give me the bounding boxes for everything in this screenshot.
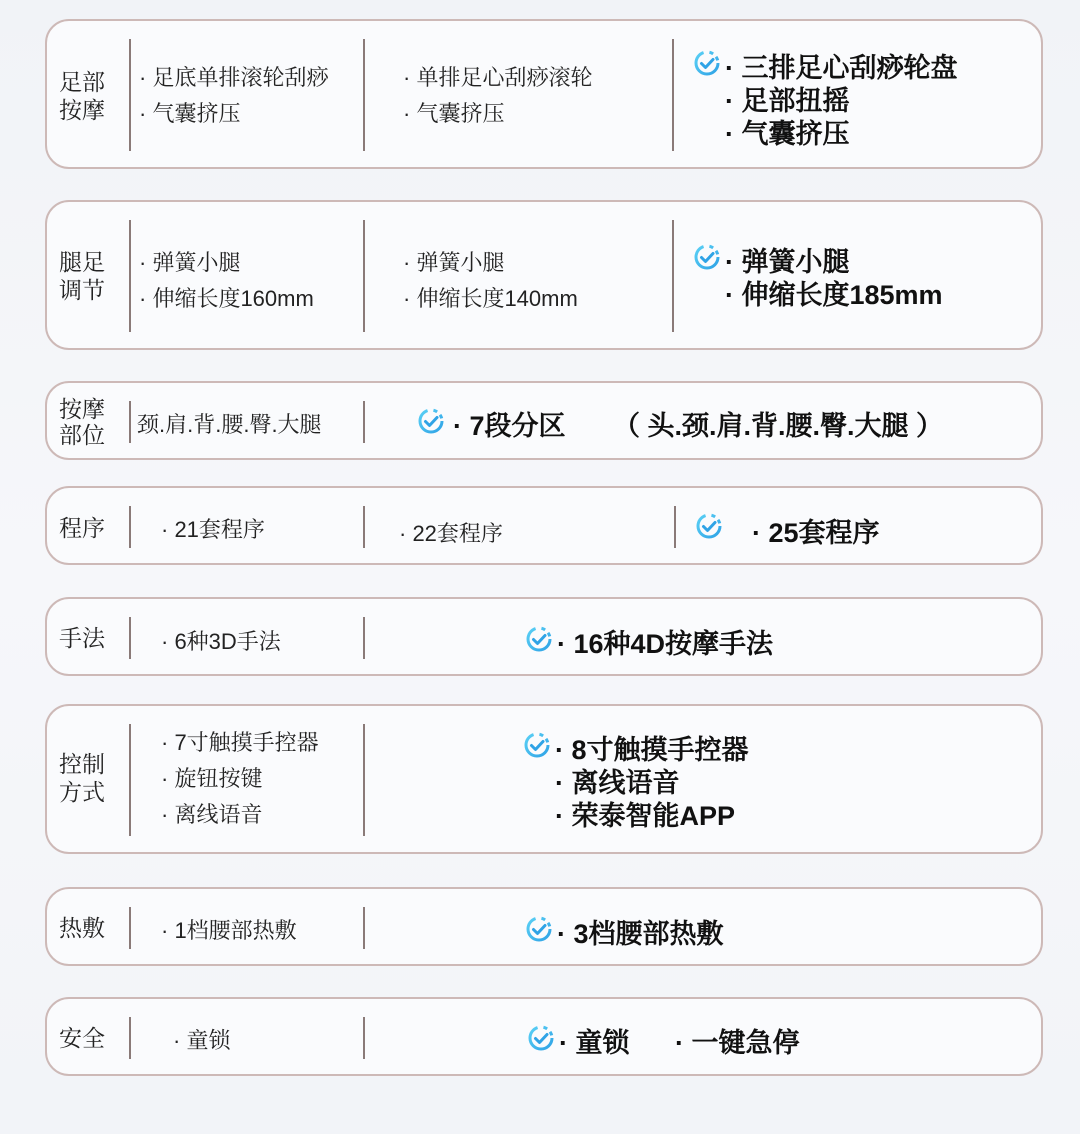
check-circle-icon xyxy=(694,511,724,541)
divider xyxy=(129,617,131,659)
check-circle-icon xyxy=(526,1023,556,1053)
check-circle-icon xyxy=(692,242,722,272)
divider xyxy=(129,1017,131,1059)
new-feature: · 气囊挤压 xyxy=(725,119,850,149)
old-feature: · 足底单排滚轮刮痧 xyxy=(139,65,329,90)
row-control xyxy=(45,704,1043,854)
new-feature: · 3档腰部热敷 xyxy=(557,919,724,949)
prev-feature: · 气囊挤压 xyxy=(403,101,505,126)
row-safety xyxy=(45,997,1043,1076)
row-heating xyxy=(45,887,1043,966)
divider xyxy=(363,401,365,443)
row-techniques xyxy=(45,597,1043,676)
divider xyxy=(129,724,131,836)
row-label: 腿足 调节 xyxy=(59,249,105,303)
new-feature: · 荣泰智能APP xyxy=(555,801,736,831)
row-label: 手法 xyxy=(59,625,105,651)
check-circle-icon xyxy=(524,914,554,944)
divider xyxy=(363,39,365,151)
check-circle-icon xyxy=(524,624,554,654)
old-feature: · 伸缩长度160mm xyxy=(139,286,314,311)
new-feature: · 童锁 xyxy=(559,1028,630,1058)
prev-feature: · 伸缩长度140mm xyxy=(403,286,578,311)
new-feature: · 三排足心刮痧轮盘 xyxy=(725,53,958,83)
divider xyxy=(363,907,365,949)
divider xyxy=(129,401,131,443)
new-feature: · 7段分区 xyxy=(453,411,566,441)
new-feature: （ 头.颈.肩.背.腰.臀.大腿 ） xyxy=(613,411,944,441)
old-feature: · 气囊挤压 xyxy=(139,101,241,126)
new-feature: · 16种4D按摩手法 xyxy=(557,629,774,659)
old-feature: · 离线语音 xyxy=(161,802,263,827)
prev-feature: · 单排足心刮痧滚轮 xyxy=(403,65,593,90)
old-feature: · 童锁 xyxy=(173,1028,231,1053)
new-feature: · 25套程序 xyxy=(752,518,880,548)
new-feature: · 伸缩长度185mm xyxy=(725,280,943,310)
prev-feature: · 弹簧小腿 xyxy=(403,250,505,275)
divider xyxy=(363,617,365,659)
row-label: 控制 方式 xyxy=(59,751,105,805)
old-feature: · 21套程序 xyxy=(161,517,265,542)
old-feature: 颈.肩.背.腰.臀.大腿 xyxy=(137,412,322,437)
check-circle-icon xyxy=(416,406,446,436)
divider xyxy=(674,506,676,548)
row-label: 热敷 xyxy=(59,915,105,941)
row-leg-adjust xyxy=(45,200,1043,350)
new-feature: · 弹簧小腿 xyxy=(725,247,850,277)
divider xyxy=(129,907,131,949)
divider xyxy=(129,220,131,332)
check-circle-icon xyxy=(692,48,722,78)
row-programs xyxy=(45,486,1043,565)
divider xyxy=(363,506,365,548)
divider xyxy=(129,39,131,151)
prev-feature: · 22套程序 xyxy=(399,521,503,546)
row-label: 按摩 部位 xyxy=(59,396,105,448)
new-feature: · 足部扭摇 xyxy=(725,86,850,116)
row-label: 安全 xyxy=(59,1025,105,1051)
old-feature: · 旋钮按键 xyxy=(161,766,263,791)
divider xyxy=(363,220,365,332)
divider xyxy=(363,724,365,836)
new-feature: · 一键急停 xyxy=(675,1028,800,1058)
divider xyxy=(672,39,674,151)
row-label: 程序 xyxy=(59,515,105,541)
new-feature: · 离线语音 xyxy=(555,768,680,798)
divider xyxy=(363,1017,365,1059)
old-feature: · 7寸触摸手控器 xyxy=(161,730,319,755)
row-massage-zones xyxy=(45,381,1043,460)
old-feature: · 1档腰部热敷 xyxy=(161,918,297,943)
row-label: 足部 按摩 xyxy=(59,69,105,123)
old-feature: · 弹簧小腿 xyxy=(139,250,241,275)
old-feature: · 6种3D手法 xyxy=(161,629,281,654)
new-feature: · 8寸触摸手控器 xyxy=(555,735,749,765)
check-circle-icon xyxy=(522,730,552,760)
divider xyxy=(129,506,131,548)
divider xyxy=(672,220,674,332)
row-foot-massage xyxy=(45,19,1043,169)
